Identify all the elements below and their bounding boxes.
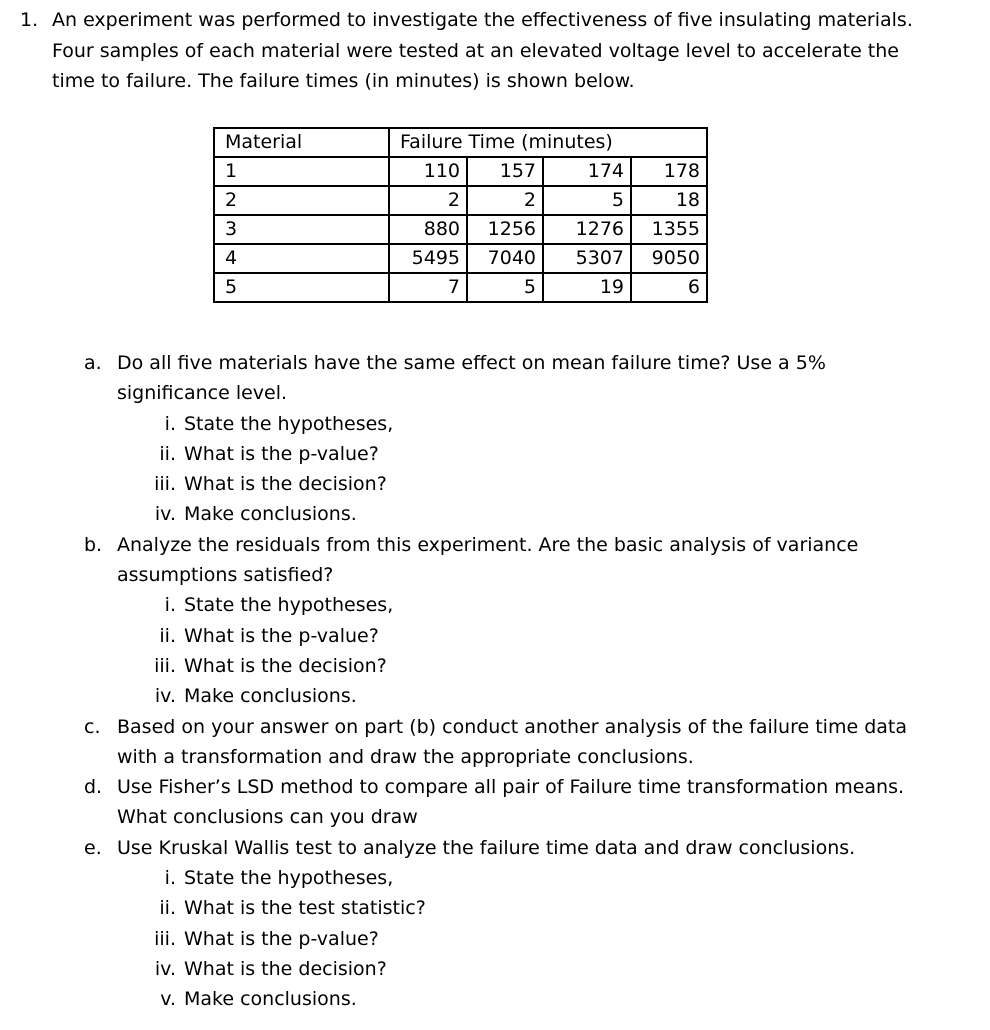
sub-label: iii.	[154, 473, 176, 496]
failure-time-table	[213, 127, 708, 303]
value-cell: 1256	[467, 215, 543, 244]
list-item	[0, 621, 990, 651]
sub-label: iv.	[154, 685, 176, 708]
material-cell: 4	[214, 244, 389, 273]
table-row	[214, 273, 707, 302]
material-cell: 5	[214, 273, 389, 302]
sub-label: i.	[164, 867, 176, 890]
part-e	[0, 833, 990, 863]
part-text: Analyze the residuals from this experiment. Are the basic analysis of variance	[117, 533, 859, 556]
question-line: Four samples of each material were tested at an elevated voltage level to accelerate the	[52, 39, 899, 62]
sub-label: iii.	[154, 654, 176, 677]
value-cell: 157	[467, 157, 543, 186]
list-item	[0, 954, 990, 984]
part-a-cont	[0, 378, 990, 408]
sub-text: What is the p-value?	[184, 927, 379, 950]
value-cell: 2	[467, 186, 543, 215]
part-text: What conclusions can you draw	[117, 806, 418, 829]
value-cell: 9050	[631, 244, 707, 273]
list-item	[0, 439, 990, 469]
sub-label: iv.	[154, 957, 176, 980]
sub-text: What is the decision?	[184, 473, 387, 496]
material-cell: 1	[214, 157, 389, 186]
sub-label: i.	[164, 594, 176, 617]
part-label: c.	[84, 715, 101, 738]
sub-label: v.	[160, 988, 176, 1011]
sub-label: iv.	[154, 503, 176, 526]
sub-text: What is the p-value?	[184, 442, 379, 465]
value-cell: 1355	[631, 215, 707, 244]
question-number: 1.	[20, 9, 39, 31]
material-cell: 3	[214, 215, 389, 244]
list-item	[0, 924, 990, 954]
part-b	[0, 530, 990, 560]
part-text: Based on your answer on part (b) conduct another analysis of the failure time data	[117, 715, 907, 738]
list-item	[0, 651, 990, 681]
table-row	[214, 186, 707, 215]
table-header-row	[214, 128, 707, 157]
value-cell: 2	[389, 186, 467, 215]
sub-text: Make conclusions.	[184, 988, 357, 1011]
value-cell: 5	[467, 273, 543, 302]
value-cell: 5495	[389, 244, 467, 273]
list-item	[0, 893, 990, 923]
question-text	[52, 5, 932, 97]
value-cell: 178	[631, 157, 707, 186]
sub-label: iii.	[154, 927, 176, 950]
value-cell: 5	[543, 186, 631, 215]
value-cell: 880	[389, 215, 467, 244]
part-label: b.	[84, 533, 103, 556]
sub-label: ii.	[159, 624, 176, 647]
part-b-cont	[0, 560, 990, 590]
sub-text: State the hypotheses,	[184, 867, 394, 890]
value-cell: 174	[543, 157, 631, 186]
part-d-cont	[0, 802, 990, 832]
table-row	[214, 157, 707, 186]
part-text: Do all five materials have the same effect on mean failure time? Use a 5%	[117, 352, 826, 374]
part-text: with a transformation and draw the appropriate conclusions.	[117, 745, 694, 768]
value-cell: 110	[389, 157, 467, 186]
list-item	[0, 590, 990, 620]
question-parts	[0, 348, 990, 1015]
part-label: d.	[84, 776, 103, 799]
part-d	[0, 772, 990, 802]
list-item	[0, 863, 990, 893]
value-cell: 1276	[543, 215, 631, 244]
value-cell: 7040	[467, 244, 543, 273]
sub-label: i.	[164, 412, 176, 435]
list-item	[0, 409, 990, 439]
part-a	[0, 348, 990, 378]
part-text: Use Fisher’s LSD method to compare all pair of Failure time transformation means.	[117, 776, 905, 799]
part-text: assumptions satisfied?	[117, 564, 334, 587]
sub-text: What is the test statistic?	[184, 897, 426, 920]
value-cell: 19	[543, 273, 631, 302]
value-cell: 7	[389, 273, 467, 302]
sub-text: What is the p-value?	[184, 624, 379, 647]
table-row	[214, 244, 707, 273]
part-text: significance level.	[117, 382, 288, 405]
value-cell: 6	[631, 273, 707, 302]
question-line: time to failure. The failure times (in minutes) is shown below.	[52, 70, 635, 92]
question-line: An experiment was performed to investigate the effectiveness of five insulating materials.	[52, 9, 913, 31]
sub-text: State the hypotheses,	[184, 412, 394, 435]
value-cell: 5307	[543, 244, 631, 273]
material-cell: 2	[214, 186, 389, 215]
sub-text: Make conclusions.	[184, 685, 357, 708]
sub-text: Make conclusions.	[184, 503, 357, 526]
part-text: Use Kruskal Wallis test to analyze the failure time data and draw conclusions.	[117, 836, 856, 859]
header-material: Material	[214, 128, 389, 157]
part-label: a.	[84, 352, 102, 374]
sub-text: What is the decision?	[184, 654, 387, 677]
part-c	[0, 712, 990, 742]
value-cell: 18	[631, 186, 707, 215]
part-c-cont	[0, 742, 990, 772]
part-label: e.	[84, 836, 102, 859]
header-failure-time: Failure Time (minutes)	[389, 128, 707, 157]
list-item	[0, 984, 990, 1014]
table-row	[214, 215, 707, 244]
sub-label: ii.	[159, 442, 176, 465]
list-item	[0, 681, 990, 711]
list-item	[0, 469, 990, 499]
sub-label: ii.	[159, 897, 176, 920]
sub-text: State the hypotheses,	[184, 594, 394, 617]
list-item	[0, 499, 990, 529]
sub-text: What is the decision?	[184, 957, 387, 980]
